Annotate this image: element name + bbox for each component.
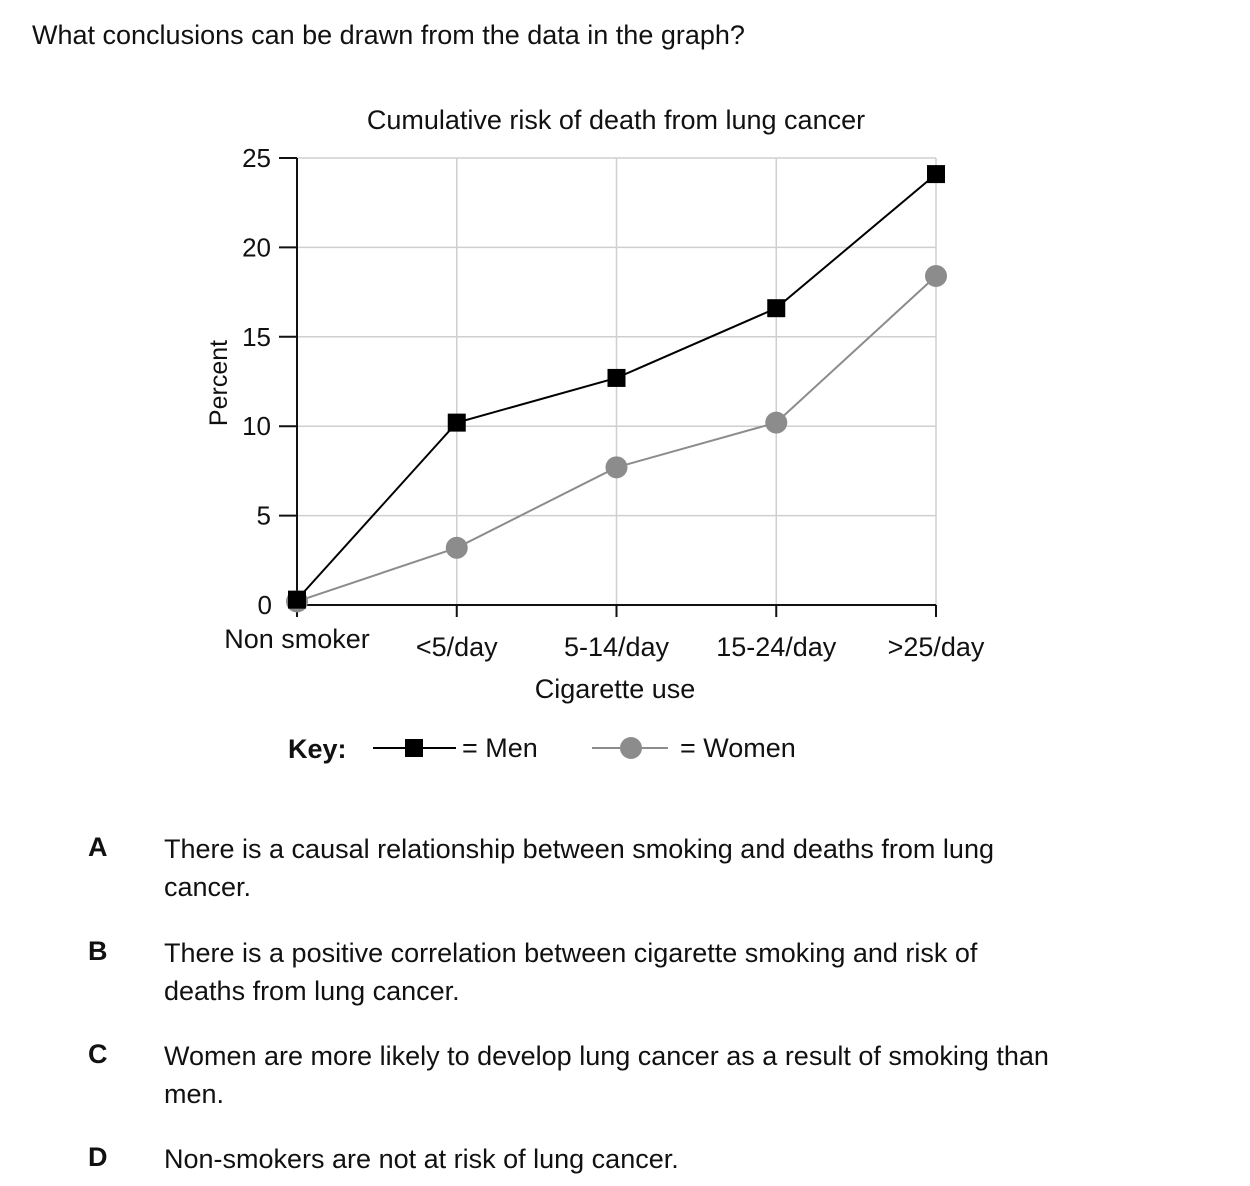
option-letter-a: A xyxy=(88,832,108,862)
option-text-d: Non-smokers are not at risk of lung cancer. xyxy=(164,1144,679,1174)
data-point-men xyxy=(927,165,945,183)
data-point-men xyxy=(448,414,466,432)
legend-label-men: = Men xyxy=(462,733,538,763)
legend-marker-men xyxy=(405,739,423,757)
y-axis-label: Percent xyxy=(205,339,233,427)
legend-key-label: Key: xyxy=(288,734,347,764)
x-tick-label: >25/day xyxy=(887,632,985,662)
x-tick-label: Non smoker xyxy=(224,624,370,654)
option-text-b: There is a positive correlation between cigarette smoking and risk of deaths from lung cancer. xyxy=(164,938,978,1006)
data-point-men xyxy=(288,591,306,609)
y-tick-label: 5 xyxy=(256,500,271,531)
option-letter-d: D xyxy=(88,1142,108,1172)
data-point-women xyxy=(925,265,947,287)
x-tick-label: 5-14/day xyxy=(563,632,670,662)
option-text-a: There is a causal relationship between smoking and deaths from lung cancer. xyxy=(164,834,994,902)
data-point-men xyxy=(608,369,626,387)
data-point-women xyxy=(765,412,787,434)
x-tick-label: <5/day xyxy=(415,632,498,662)
legend-marker-women xyxy=(620,737,642,759)
data-point-men xyxy=(767,299,785,317)
chart-title: Cumulative risk of death from lung cancer xyxy=(366,105,866,135)
y-tick-label: 10 xyxy=(242,411,271,442)
y-tick-label: 0 xyxy=(257,590,272,620)
option-text-c: Women are more likely to develop lung cancer as a result of smoking than men. xyxy=(164,1041,1049,1109)
y-tick-label: 20 xyxy=(242,232,271,263)
question-text: What conclusions can be drawn from the data in the graph? xyxy=(32,20,745,50)
x-axis-label: Cigarette use xyxy=(534,674,696,704)
legend-label-women: = Women xyxy=(680,733,796,763)
y-tick-label: 25 xyxy=(242,143,271,173)
axes xyxy=(224,143,985,662)
option-letter-c: C xyxy=(88,1039,108,1069)
y-tick-label: 15 xyxy=(242,321,271,352)
x-tick-label: 15-24/day xyxy=(716,632,837,662)
legend xyxy=(288,733,796,764)
option-letter-b: B xyxy=(88,936,108,966)
data-point-women xyxy=(446,537,468,559)
data-point-women xyxy=(606,456,628,478)
